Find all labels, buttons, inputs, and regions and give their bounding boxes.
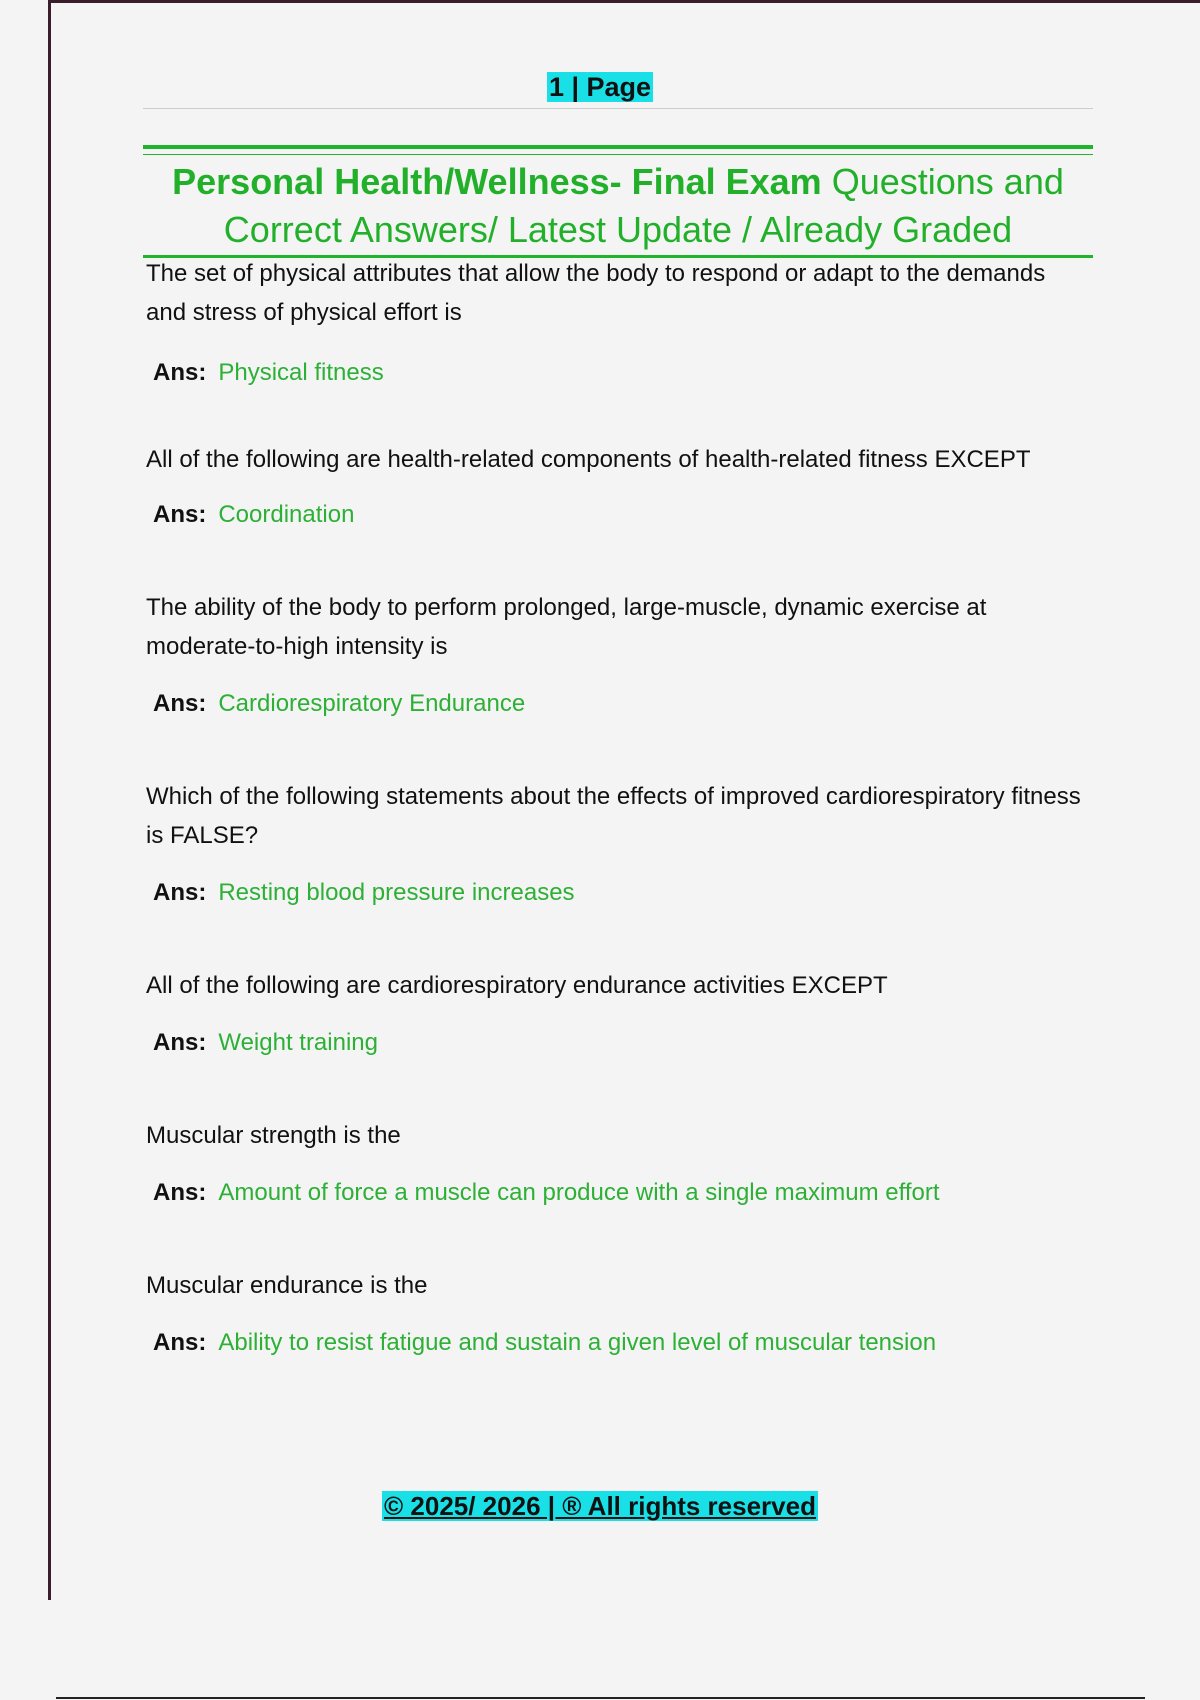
title-top-rule-thin: [143, 154, 1093, 155]
qa-item: [146, 254, 1086, 392]
question-text: Muscular strength is the: [146, 1122, 401, 1149]
page-bottom-rule: [56, 1697, 1145, 1699]
qa-item: [146, 588, 1086, 723]
question-text: The ability of the body to perform prolonged, large-muscle, dynamic exercise at moderate-to-high intensity is: [146, 594, 987, 660]
qa-item: [146, 777, 1086, 912]
answer-line: [146, 873, 1086, 912]
copyright-footer: [0, 1491, 1200, 1522]
answer-label: Ans:: [153, 1179, 207, 1206]
qa-item: [146, 440, 1086, 534]
answer-label: Ans:: [153, 879, 207, 906]
answer-line: [146, 1173, 1086, 1212]
answer-text: Coordination: [218, 501, 355, 528]
qa-item: [146, 1116, 1086, 1212]
page-number-header: [0, 72, 1200, 103]
document-title: [143, 158, 1093, 254]
answer-text: Ability to resist fatigue and sustain a given level of muscular tension: [218, 1329, 937, 1356]
answer-text: Weight training: [218, 1029, 378, 1056]
question-text: All of the following are health-related components of health-related fitness EXCEPT: [146, 446, 1031, 473]
answer-text: Amount of force a muscle can produce with a single maximum effort: [218, 1179, 940, 1206]
answer-line: [146, 1323, 1086, 1362]
qa-list: [146, 254, 1086, 1362]
answer-text: Cardiorespiratory Endurance: [218, 690, 526, 717]
answer-line: [146, 684, 1086, 723]
header-divider: [143, 108, 1093, 109]
copyright-text: © 2025/ 2026 | ® All rights reserved: [384, 1491, 816, 1521]
question-text: The set of physical attributes that allow the body to respond or adapt to the demands and stress of physical effort is: [146, 260, 1046, 326]
title-top-rule: [143, 145, 1093, 149]
answer-label: Ans:: [153, 501, 207, 528]
qa-item: [146, 966, 1086, 1062]
answer-label: Ans:: [153, 359, 207, 386]
document-title-bold: Personal Health/Wellness- Final Exam: [172, 161, 822, 202]
qa-item: [146, 1266, 1086, 1362]
document-title-regular: Questions and Correct Answers/ Latest Update / Already Graded: [223, 161, 1064, 250]
answer-label: Ans:: [153, 690, 207, 717]
answer-line: [146, 353, 1086, 392]
answer-line: [146, 1023, 1086, 1062]
page-number-label: 1 | Page: [548, 72, 652, 102]
answer-text: Physical fitness: [218, 359, 384, 386]
answer-label: Ans:: [153, 1029, 207, 1056]
question-text: Which of the following statements about the effects of improved cardiorespiratory fitness is FALSE?: [146, 783, 1081, 849]
answer-text: Resting blood pressure increases: [218, 879, 575, 906]
answer-label: Ans:: [153, 1329, 207, 1356]
question-text: Muscular endurance is the: [146, 1272, 428, 1299]
question-text: All of the following are cardiorespiratory endurance activities EXCEPT: [146, 972, 888, 999]
answer-line: [146, 495, 1086, 534]
